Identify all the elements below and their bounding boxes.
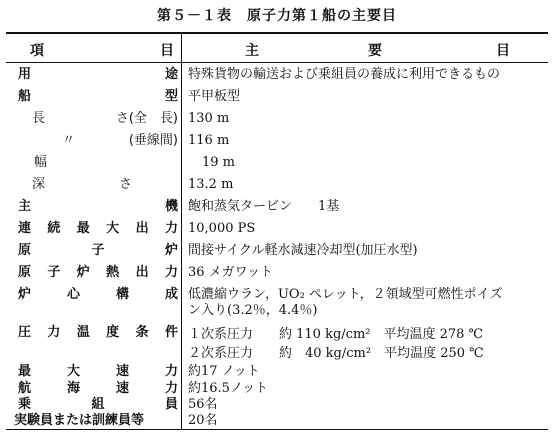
table-row bbox=[8, 86, 546, 108]
row-value-line: 低濃縮ウラン，UO₂ ペレット，２領域型可燃性ポイズ bbox=[188, 287, 503, 302]
table-row bbox=[8, 284, 546, 320]
table-row bbox=[8, 152, 546, 174]
header-item-right: 目 bbox=[160, 43, 174, 59]
row-value: 130 m bbox=[188, 111, 230, 126]
table-row bbox=[8, 64, 546, 86]
header-main-left: 主 bbox=[245, 43, 259, 59]
table-title: 第５－１表 原子力第１船の主要目 bbox=[157, 8, 397, 24]
row-value: 116 m bbox=[188, 133, 230, 148]
row-value: 56名 bbox=[188, 397, 218, 412]
row-label: 連 続 最 大 出 力 bbox=[18, 221, 178, 236]
row-label: 原 子 炉 熱 出 力 bbox=[18, 265, 178, 280]
table-row bbox=[8, 413, 546, 429]
table-row bbox=[8, 262, 546, 284]
header-rule bbox=[6, 62, 548, 63]
row-label: 深 さ bbox=[32, 177, 132, 192]
row-label: 〃 (垂線間) bbox=[62, 133, 178, 148]
row-value: 飽和蒸気タービン 1基 bbox=[188, 199, 340, 214]
row-value: 特殊貨物の輸送および乗組員の養成に利用できるもの bbox=[188, 67, 501, 82]
row-value-line: ２次系圧力 約 40 kg/cm² 平均温度 250 ℃ bbox=[188, 346, 484, 361]
row-label: 主 機 bbox=[18, 199, 178, 214]
row-value: 13.2 m bbox=[188, 177, 234, 192]
row-value bbox=[188, 287, 503, 319]
row-label: 幅 bbox=[34, 155, 48, 170]
row-label: 炉 心 構 成 bbox=[18, 287, 178, 302]
table-row bbox=[8, 381, 546, 397]
row-label: 実験員または訓練員等 bbox=[14, 413, 145, 428]
row-value-line: ン入り(3.2％，4.4％) bbox=[188, 303, 318, 318]
row-value: 平甲板型 bbox=[188, 89, 241, 104]
row-label: 圧 力 温 度 条 件 bbox=[18, 325, 178, 340]
table-row bbox=[8, 130, 546, 152]
table-row bbox=[8, 174, 546, 196]
table-row bbox=[8, 364, 546, 380]
row-value bbox=[188, 325, 484, 363]
row-value: 20名 bbox=[188, 413, 218, 428]
row-value: 19 m bbox=[202, 155, 236, 170]
row-value: 間接サイクル軽水減速冷却型(加圧水型) bbox=[188, 243, 418, 258]
row-value-line: １次系圧力 約 110 kg/cm² 平均温度 278 ℃ bbox=[188, 327, 484, 342]
table-row bbox=[8, 397, 546, 413]
table-row bbox=[8, 196, 546, 218]
row-value: 10,000 PS bbox=[188, 221, 256, 236]
row-label: 最 大 速 力 bbox=[18, 364, 178, 379]
row-value: 約17 ノット bbox=[188, 364, 260, 379]
bottom-rule bbox=[6, 429, 548, 430]
table-row bbox=[8, 322, 546, 362]
row-label: 原 子 炉 bbox=[18, 243, 178, 258]
row-label: 用 途 bbox=[18, 67, 178, 82]
row-value: 約16.5ノット bbox=[188, 381, 269, 396]
table-row bbox=[8, 240, 546, 262]
row-label: 船 型 bbox=[18, 89, 178, 104]
row-value: 36 メガワット bbox=[188, 265, 274, 280]
row-label: 乗 組 員 bbox=[18, 397, 178, 412]
header-item-left: 項 bbox=[30, 43, 44, 59]
header-main-right: 目 bbox=[496, 43, 510, 59]
row-label: 長 さ(全 長) bbox=[32, 111, 178, 126]
table-row bbox=[8, 108, 546, 130]
top-rule bbox=[6, 32, 548, 34]
table-row bbox=[8, 218, 546, 240]
row-label: 航 海 速 力 bbox=[18, 381, 178, 396]
header-main-mid: 要 bbox=[368, 43, 382, 59]
